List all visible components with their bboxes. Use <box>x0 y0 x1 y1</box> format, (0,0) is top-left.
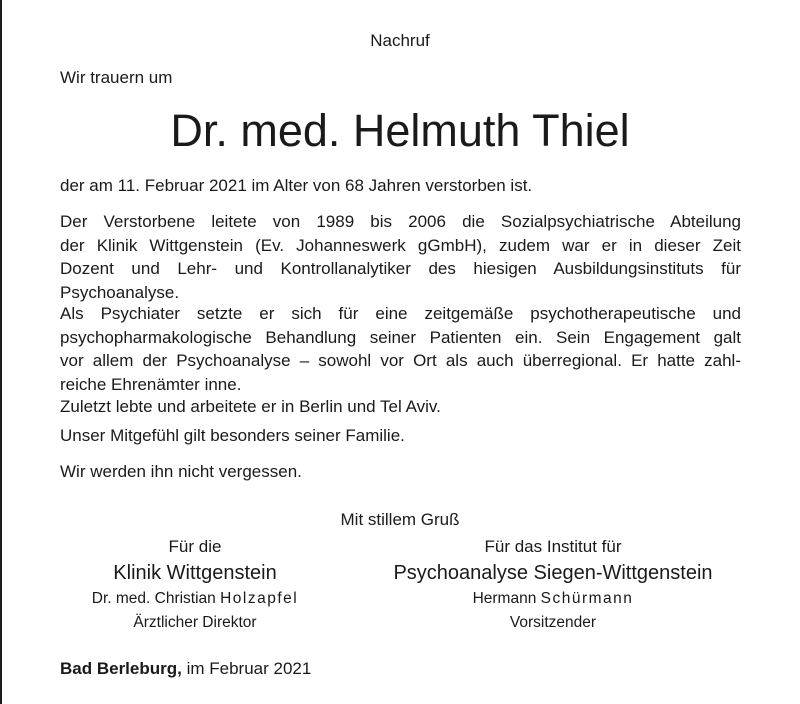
intro-text: Wir trauern um <box>60 68 173 87</box>
paragraph-line: psychopharmakologische Behandlung seiner Patienten ein. Sein Engagement galt <box>60 327 741 347</box>
paragraph-line: der Klinik Wittgenstein (Ev. Johanneswerk gGmbH), zudem war er in dieser Zeit <box>60 235 741 255</box>
paragraph-line: reiche Ehrenämter inne. <box>60 374 242 394</box>
signature-role: Ärztlicher Direktor <box>133 614 257 631</box>
death-statement: der am 11. Februar 2021 im Alter von 68 Jahren verstorben ist. <box>60 176 533 195</box>
deceased-name: Dr. med. Helmuth Thiel <box>170 105 630 156</box>
career-paragraph <box>60 210 741 304</box>
condolence-line: Unser Mitgefühl gilt besonders seiner Familie. <box>60 426 405 445</box>
place-name: Bad Berleburg, <box>60 659 182 678</box>
signature-person: Hermann Schürmann <box>472 590 634 607</box>
remembrance-line: Wir werden ihn nicht vergessen. <box>60 462 302 481</box>
greeting: Mit stillem Gruß <box>340 510 460 529</box>
signature-role: Vorsitzender <box>509 614 597 631</box>
notice-title: Nachruf <box>370 31 430 50</box>
signature-prefix: Für die <box>168 537 222 556</box>
paragraph-line: Dozent und Lehr- und Kontrollanalytiker des hiesigen Ausbildungsinstituts für <box>60 259 741 278</box>
left-signature <box>40 535 350 635</box>
residence-line: Zuletzt lebte und arbeitete er in Berlin und Tel Aviv. <box>60 397 441 416</box>
right-signature <box>358 535 748 635</box>
signature-prefix: Für das Institut für <box>484 537 622 556</box>
signature-organization: Klinik Wittgenstein <box>113 562 277 584</box>
paragraph-line: Der Verstorbene leitete von 1989 bis 2006 die Sozialpsychiatrische Abteilung <box>60 212 741 231</box>
engagement-paragraph <box>60 302 741 396</box>
notice-date: im Februar 2021 <box>186 659 312 678</box>
signature-organization: Psychoanalyse Siegen-Wittgenstein <box>393 562 713 584</box>
paragraph-line: vor allem der Psychoanalyse – sowohl vor Ort als auch überregional. Er hatte zahl- <box>60 351 741 370</box>
paragraph-line: Als Psychiater setzte er sich für eine zeitgemäße psychotherapeutische und <box>60 304 741 323</box>
signature-person: Dr. med. Christian Holzapfel <box>91 590 299 607</box>
paragraph-line: Psychoanalyse. <box>60 282 180 302</box>
place-and-date <box>60 657 311 681</box>
